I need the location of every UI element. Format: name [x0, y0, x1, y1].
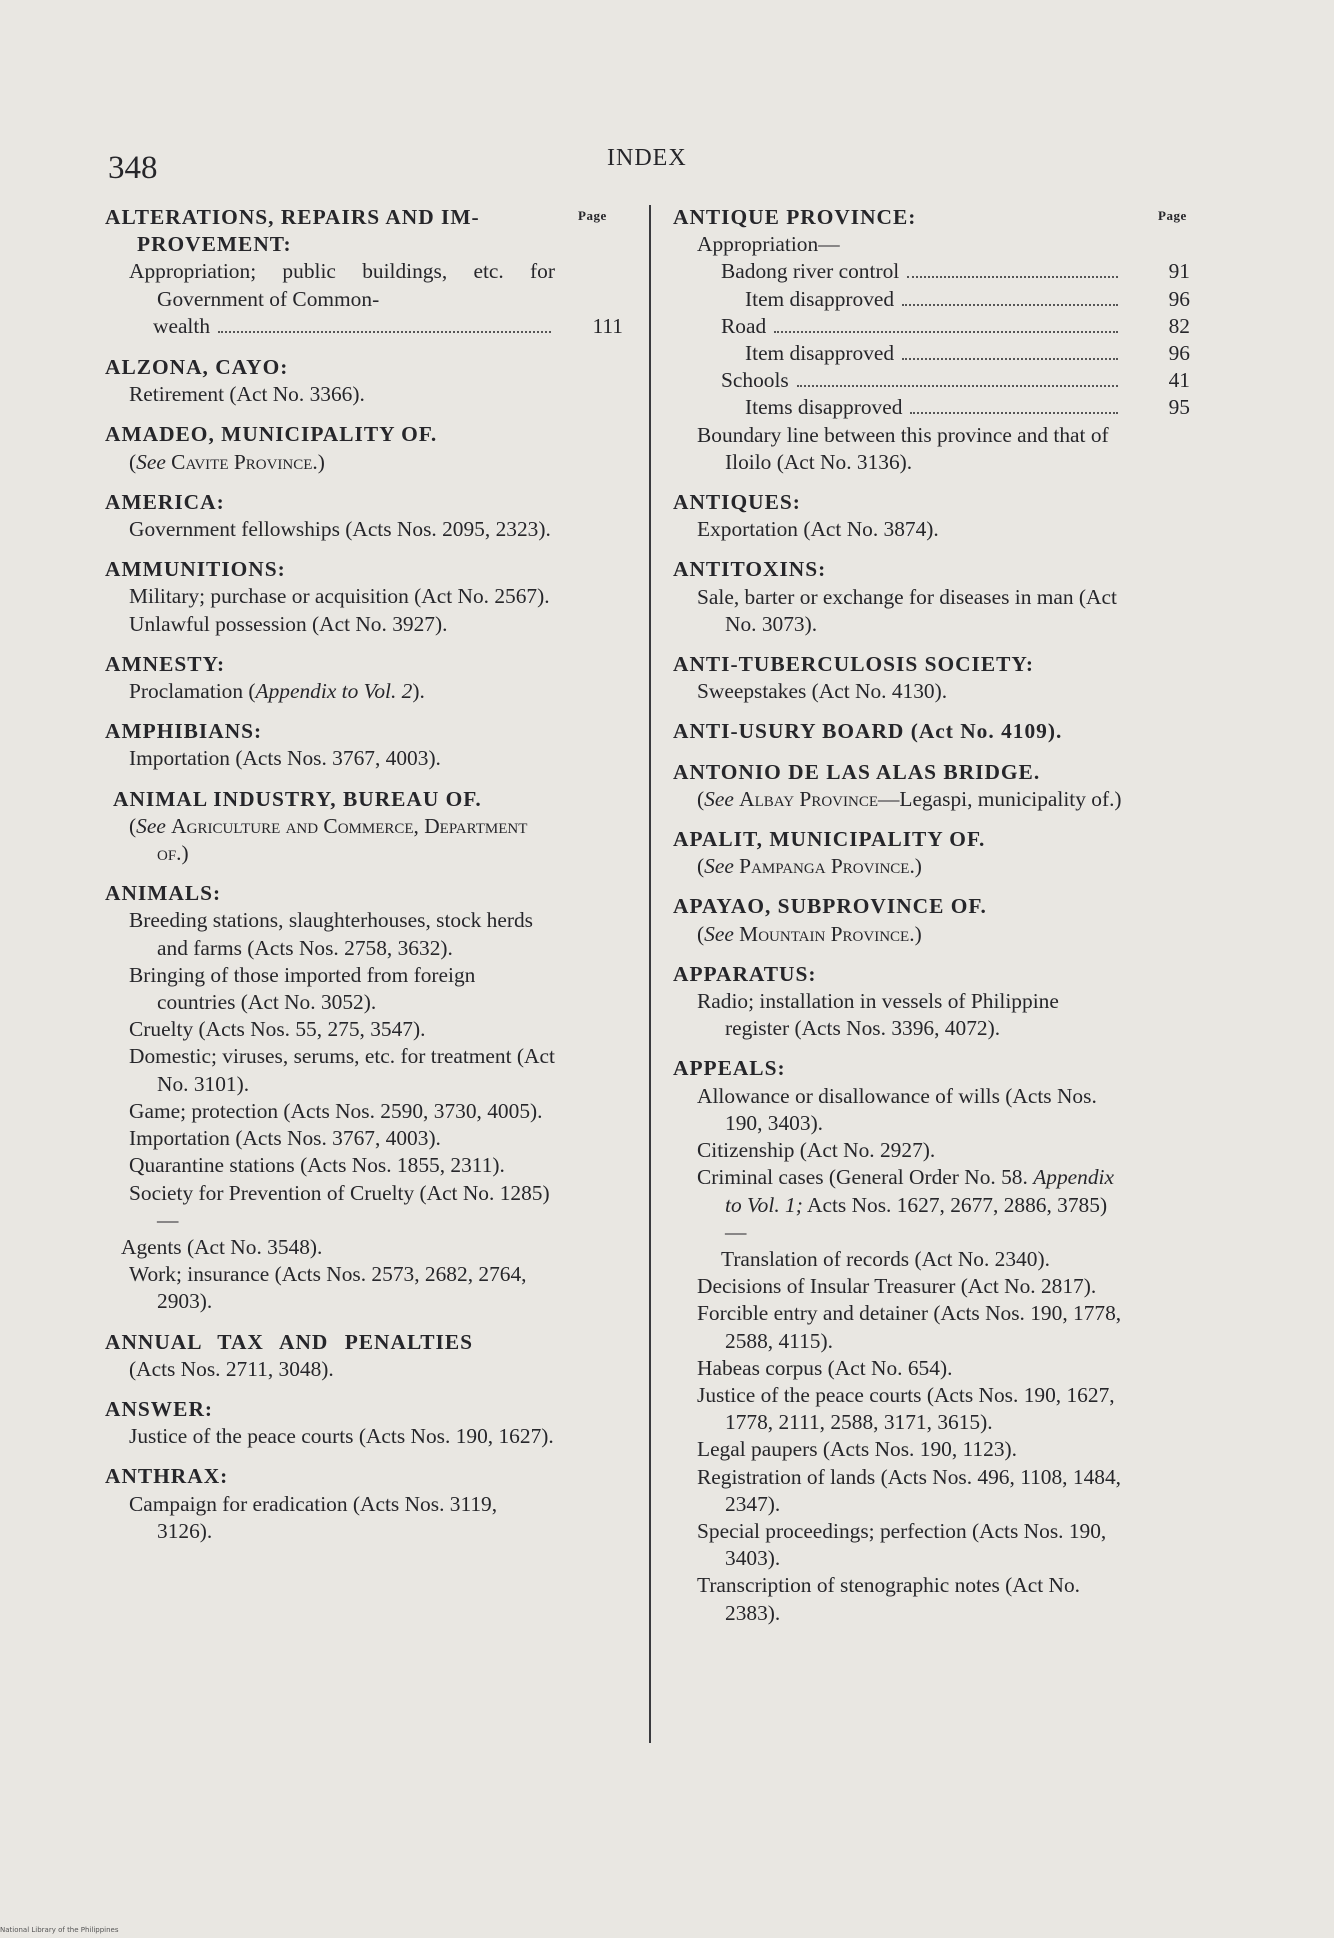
entry-subitem-with-page — [673, 367, 1190, 394]
entry-subitem: Decisions of Insular Treasurer (Act No. 2817). — [697, 1274, 1097, 1299]
cross-reference: (See Cavite Province.) — [129, 449, 325, 474]
entry-heading: AMERICA: — [105, 489, 225, 514]
see-label: See — [704, 921, 734, 946]
index-entry — [673, 556, 1128, 638]
subitem-text: wealth — [153, 313, 211, 338]
dot-leader — [910, 412, 1118, 414]
entry-heading: APALIT, MUNICIPALITY OF. — [673, 827, 986, 852]
entry-subsubitem: Agents (Act No. 3548). — [121, 1234, 323, 1259]
dot-leader — [797, 385, 1118, 387]
entry-subitem: Importation (Acts Nos. 3767, 4003). — [129, 1126, 441, 1151]
see-label: See — [136, 449, 166, 474]
cross-reference-target: Cavite Province. — [171, 449, 318, 474]
index-entry — [673, 826, 1128, 880]
running-head: INDEX — [607, 145, 687, 171]
index-entry — [105, 489, 555, 543]
entry-subitem: Military; purchase or acquisition (Act No. 2567). — [129, 584, 550, 609]
cross-reference-target: Agriculture and Commerce, Department of. — [157, 813, 528, 866]
see-label: See — [136, 813, 166, 838]
entry-subitem: Boundary line between this province and that of Iloilo (Act No. 3136). — [697, 422, 1109, 474]
entry-heading: ALTERATIONS, REPAIRS AND IM-PROVEMENT: — [105, 205, 480, 257]
index-entry — [105, 718, 555, 772]
entry-subsubitem: Translation of records (Act No. 2340). — [721, 1246, 1050, 1271]
entry-subitem-with-page — [673, 258, 1190, 285]
subitem-text: Item disapproved — [745, 286, 895, 311]
cross-reference-target: Albay Province — [739, 786, 878, 811]
entry-subitem: Government fellowships (Acts Nos. 2095, 2323). — [129, 517, 551, 542]
page-ref: 95 — [1168, 395, 1190, 420]
index-entry — [105, 786, 555, 868]
index-entry — [105, 1396, 555, 1450]
scan-footer: National Library of the Philippines — [0, 1926, 119, 1934]
see-label: See — [704, 854, 734, 879]
entry-heading: ANTHRAX: — [105, 1464, 229, 1489]
entry-heading: AMPHIBIANS: — [105, 719, 263, 744]
page-ref: 82 — [1168, 313, 1190, 338]
entry-heading: ANTI-TUBERCULOSIS SOCIETY: — [673, 652, 1035, 677]
page-ref: 96 — [1168, 341, 1190, 366]
entry-subitem: Game; protection (Acts Nos. 2590, 3730, 4005). — [129, 1098, 543, 1123]
entry-subitem: Exportation (Act No. 3874). — [697, 517, 939, 542]
subitem-text: Proclamation ( — [129, 679, 256, 704]
entry-heading: ANIMAL INDUSTRY, BUREAU OF. — [113, 786, 482, 811]
cross-reference-target: Mountain Province. — [739, 921, 915, 946]
subitem-text: Items disapproved — [745, 395, 903, 420]
dot-leader — [218, 331, 551, 333]
subitem-text: ). — [412, 679, 425, 704]
entry-heading: ANTONIO DE LAS ALAS BRIDGE. — [673, 759, 1041, 784]
subitem-text: Road — [721, 313, 767, 338]
page-column-label-right: Page — [1158, 208, 1187, 223]
cross-reference: (See Albay Province—Legaspi, municipality of.) — [697, 786, 1122, 811]
subitem-text: Badong river control — [721, 259, 900, 284]
entry-subitem — [105, 678, 555, 705]
index-entry — [105, 354, 555, 408]
entry-subitem: Work; insurance (Acts Nos. 2573, 2682, 2764, 2903). — [129, 1262, 527, 1314]
index-entry — [673, 718, 1128, 745]
entry-subitem: Cruelty (Acts Nos. 55, 275, 3547). — [129, 1017, 426, 1042]
entry-heading: APAYAO, SUBPROVINCE OF. — [673, 894, 987, 919]
entry-subitem: Domestic; viruses, serums, etc. for treatment (Act No. 3101). — [129, 1044, 555, 1096]
entry-heading: ANTIQUES: — [673, 490, 801, 515]
entry-subitem: Retirement (Act No. 3366). — [129, 382, 365, 407]
page-column-label-left: Page — [578, 208, 607, 223]
entry-subitem: Transcription of stenographic notes (Act No. 2383). — [697, 1573, 1080, 1625]
entry-subitem: Quarantine stations (Acts Nos. 1855, 2311). — [129, 1153, 505, 1178]
index-entry — [105, 1463, 555, 1545]
page-ref: 41 — [1168, 368, 1190, 393]
index-entry — [105, 556, 555, 638]
entry-subitem: Unlawful possession (Act No. 3927). — [129, 611, 448, 636]
page-ref: 111 — [592, 313, 623, 338]
index-entry — [673, 759, 1128, 813]
entry-subitem: Registration of lands (Acts Nos. 496, 1108, 1484, 2347). — [697, 1464, 1122, 1516]
entry-subitem: Bringing of those imported from foreign countries (Act No. 3052). — [129, 962, 476, 1015]
entry-subitem: Breeding stations, slaughterhouses, stock herds and farms (Acts Nos. 2758, 3632). — [129, 908, 533, 960]
index-entry — [673, 1055, 1128, 1626]
entry-subitem — [673, 1164, 1128, 1246]
entry-subitem: (Acts Nos. 2711, 3048). — [129, 1356, 334, 1381]
entry-heading: APPEALS: — [673, 1056, 786, 1081]
entry-subitem-with-page — [673, 313, 1190, 340]
page-number: 348 — [108, 150, 158, 186]
entry-subitem-with-page — [673, 286, 1190, 313]
subitem-italic: Appendix to Vol. 1; — [725, 1165, 1114, 1217]
entry-heading: ANTIQUE PROVINCE: — [673, 205, 917, 229]
entry-subitem-with-page — [673, 394, 1190, 421]
entry-heading: AMNESTY: — [105, 651, 226, 676]
subitem-text: Criminal cases (General Order No. 58. — [697, 1165, 1028, 1190]
entry-subitem: Society for Prevention of Cruelty (Act No. 1285)— — [129, 1180, 550, 1232]
index-entry — [673, 893, 1128, 947]
entry-subitem: Legal paupers (Acts Nos. 190, 1123). — [697, 1437, 1017, 1462]
page-ref: 96 — [1168, 286, 1190, 311]
column-divider — [649, 205, 651, 1743]
entry-subitem: Importation (Acts Nos. 3767, 4003). — [129, 746, 441, 771]
entry-subitem: Sale, barter or exchange for diseases in man (Act No. 3073). — [697, 584, 1117, 636]
see-label: See — [704, 786, 734, 811]
entry-subitem: Habeas corpus (Act No. 654). — [697, 1355, 953, 1380]
index-entry — [105, 1329, 555, 1383]
index-entry — [673, 961, 1128, 1043]
entry-subitem: Appropriation; public buildings, etc. for Government of Common- — [129, 259, 555, 311]
dot-leader — [907, 276, 1118, 278]
subitem-italic: Appendix to Vol. 2 — [255, 679, 413, 704]
page-ref: 91 — [1168, 259, 1190, 284]
dot-leader — [902, 358, 1118, 360]
cross-reference-rest: —Legaspi, municipality of. — [877, 786, 1115, 811]
index-entry — [105, 880, 555, 1315]
entry-subitem: Justice of the peace courts (Acts Nos. 190, 1627). — [129, 1424, 554, 1449]
entry-subitem: Citizenship (Act No. 2927). — [697, 1138, 936, 1163]
index-entry — [105, 651, 555, 705]
cross-reference: (See Agriculture and Commerce, Department of.) — [129, 813, 528, 866]
entry-heading: AMMUNITIONS: — [105, 557, 286, 582]
entry-subitem: Allowance or disallowance of wills (Acts Nos. 190, 3403). — [697, 1083, 1097, 1135]
entry-heading: ANTI-USURY BOARD (Act No. 4109). — [673, 719, 1063, 744]
entry-subitem-with-page — [105, 313, 623, 340]
entry-heading: ALZONA, CAYO: — [105, 355, 289, 380]
entry-subitem: Special proceedings; perfection (Acts Nos. 190, 3403). — [697, 1518, 1107, 1571]
entry-heading: ANNUAL TAX AND PENALTIES — [105, 1329, 474, 1354]
entry-subitem: Radio; installation in vessels of Philippine register (Acts Nos. 3396, 4072). — [697, 989, 1059, 1041]
index-entry — [673, 651, 1128, 705]
entry-subitem: Sweepstakes (Act No. 4130). — [697, 679, 948, 704]
cross-reference: (See Mountain Province.) — [697, 921, 922, 946]
subitem-text: Schools — [721, 368, 789, 393]
cross-reference-target: Pampanga Province. — [739, 854, 915, 879]
entry-subitem: Appropriation— — [697, 232, 840, 257]
entry-heading: ANIMALS: — [105, 881, 222, 906]
index-entry — [673, 489, 1128, 543]
index-entry — [105, 421, 555, 475]
entry-heading: ANTITOXINS: — [673, 557, 827, 582]
cross-reference: (See Pampanga Province.) — [697, 854, 922, 879]
entry-heading: AMADEO, MUNICIPALITY OF. — [105, 422, 438, 447]
entry-subitem: Forcible entry and detainer (Acts Nos. 190, 1778, 2588, 4115). — [697, 1301, 1122, 1353]
entry-heading: APPARATUS: — [673, 961, 817, 986]
subitem-text: Item disapproved — [745, 341, 895, 366]
entry-subitem: Campaign for eradication (Acts Nos. 3119, 3126). — [129, 1491, 498, 1543]
entry-subitem-with-page — [673, 340, 1190, 367]
entry-subitem: Justice of the peace courts (Acts Nos. 190, 1627, 1778, 2111, 2588, 3171, 3615). — [697, 1382, 1115, 1435]
entry-heading: ANSWER: — [105, 1396, 214, 1421]
dot-leader — [902, 304, 1118, 306]
subitem-text: Acts Nos. 1627, 2677, 2886, 3785)— — [725, 1192, 1108, 1244]
dot-leader — [774, 331, 1118, 333]
